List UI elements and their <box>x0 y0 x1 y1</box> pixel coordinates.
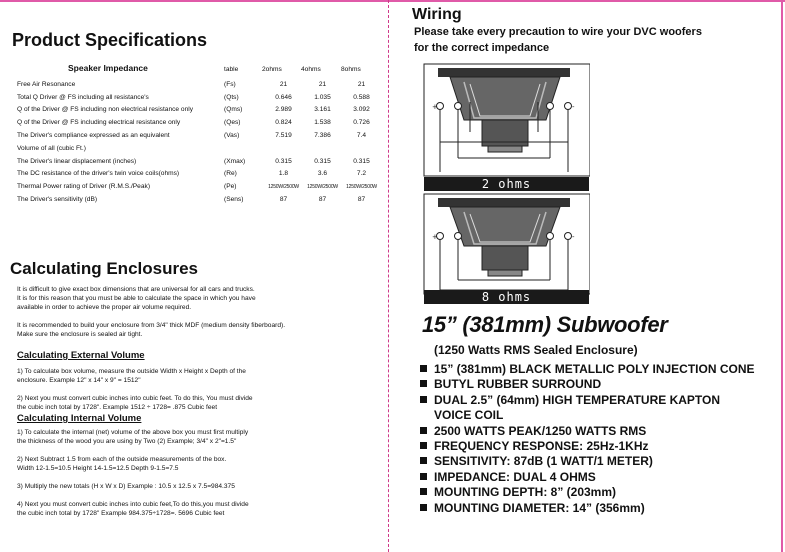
bullet-square-icon <box>420 473 427 480</box>
spec-value: 21 <box>357 80 366 88</box>
spec-value: 87 <box>318 196 327 204</box>
bullet-square-icon <box>420 488 427 495</box>
spec-label: Q of the Driver @ FS including non electrical resistance only <box>17 106 194 114</box>
spec-value: 0.315 <box>275 157 292 165</box>
intro-line: It is recommended to build your enclosure from 3/4" thick MDF (medium density fiberboard). <box>17 322 286 329</box>
svg-text:-: - <box>572 103 575 111</box>
spec-row <box>17 193 381 206</box>
spec-value: 1250W/2500W <box>307 183 338 190</box>
col-header-4ohms: 4ohms <box>301 66 321 73</box>
intro-line: It is difficult to give exact box dimensions that are universal for all cars and trucks. <box>17 286 255 293</box>
spec-value: 87 <box>279 196 288 204</box>
bullet-square-icon <box>420 396 427 403</box>
ohm-label-8ohms: 8 ohms <box>424 290 589 304</box>
svg-text:-: - <box>572 233 575 241</box>
spec-value: 0.646 <box>275 93 292 101</box>
page-border-right <box>781 0 783 552</box>
intro-line <box>17 312 285 321</box>
spec-value: 3.092 <box>353 106 370 114</box>
bullet-square-icon <box>420 365 427 372</box>
spec-symbol: (Xmax) <box>224 157 246 165</box>
internal-step-line: 1) To calculate the internal (net) volume of the above box you must first multiply <box>17 429 249 436</box>
feature-item <box>420 408 755 423</box>
page-border-top <box>0 0 785 2</box>
spec-value: 21 <box>279 80 288 88</box>
ohm-label-2ohms: 2 ohms <box>424 177 589 191</box>
feature-list <box>420 362 755 516</box>
spec-symbol: (Qes) <box>224 119 241 127</box>
internal-step-line: 4) Next you must convert cubic inches into cubic feet,To do this,you must divide <box>17 501 249 508</box>
speaker-impedance-header: Speaker Impedance <box>68 63 148 73</box>
spec-value <box>303 142 342 155</box>
spec-value: 1250W/2500W <box>268 183 299 190</box>
spec-symbol: (Qts) <box>224 93 239 101</box>
wiring-instruction-line2: for the correct impedance <box>414 42 550 54</box>
feature-text: MOUNTING DEPTH: 8” (203mm) <box>434 485 617 500</box>
internal-step-line: the cubic inch total by 1728" Example 984.375÷1728=. 5696 Cubic feet <box>17 510 225 517</box>
spec-value: 1.8 <box>278 170 289 178</box>
feature-text: IMPEDANCE: DUAL 4 OHMS <box>434 469 596 484</box>
feature-text: BUTYL RUBBER SURROUND <box>434 377 602 392</box>
col-header-2ohms: 2ohms <box>262 66 282 73</box>
spec-value <box>342 142 381 155</box>
external-step-line <box>17 385 253 394</box>
spec-value: 1.538 <box>314 119 331 127</box>
spec-value: 2.989 <box>275 106 292 114</box>
calculating-enclosures-title: Calculating Enclosures <box>10 259 198 278</box>
spec-label: Q of the Driver @ FS including electrical resistance only <box>17 119 181 127</box>
intro-line: It is for this reason that you must be able to calculate the space in which you have <box>17 295 256 302</box>
spec-value: 0.824 <box>275 119 292 127</box>
spec-label: Thermal Power rating of Driver (R.M.S./Peak) <box>17 183 151 191</box>
product-specifications-title: Product Specifications <box>12 30 208 50</box>
feature-item <box>420 485 755 500</box>
internal-step-line <box>17 473 249 482</box>
spec-symbol: (Re) <box>224 170 237 178</box>
bullet-square-icon <box>420 442 427 449</box>
feature-item <box>420 362 755 377</box>
wiring-diagram-2ohms <box>420 62 590 178</box>
internal-step-line: the thickness of the wood you are using by Two (2) Example; 3/4" x 2"=1.5" <box>17 438 237 445</box>
internal-step-line <box>17 491 249 500</box>
internal-volume-title: Calculating Internal Volume <box>17 413 142 424</box>
external-volume-steps <box>17 367 253 412</box>
subwoofer-title: 15” (381mm) Subwoofer <box>422 312 668 337</box>
spec-symbol: (Fs) <box>224 80 236 88</box>
feature-item <box>420 377 755 392</box>
spec-value: 7.4 <box>356 132 367 140</box>
bullet-square-icon <box>420 380 427 387</box>
feature-text: 2500 WATTS PEAK/1250 WATTS RMS <box>434 423 647 438</box>
spec-value: 7.386 <box>314 132 331 140</box>
external-step-line: 2) Next you must convert cubic inches into cubic feet. To do this, You must divide <box>17 395 253 402</box>
spec-symbol <box>224 142 264 155</box>
internal-step-line: 3) Multiply the new totals (H x W x D) Example : 10.5 x 12.5 x 7.5=984.375 <box>17 483 235 490</box>
spec-row <box>17 142 381 155</box>
spec-row <box>17 168 381 181</box>
spec-value: 1250W/2500W <box>346 183 377 190</box>
spec-value <box>264 142 303 155</box>
bullet-square-icon <box>420 427 427 434</box>
enclosure-intro <box>17 285 285 339</box>
feature-text: SENSITIVITY: 87dB (1 WATT/1 METER) <box>434 454 653 469</box>
internal-step-line: 2) Next Subtract 1.5 from each of the outside measurements of the box. <box>17 456 227 463</box>
spec-value: 0.315 <box>314 157 331 165</box>
intro-line: available in order to achieve the proper air volume required. <box>17 304 192 311</box>
bullet-square-icon <box>420 504 427 511</box>
spec-value: 1.035 <box>314 93 331 101</box>
spec-label: Volume of all (cubic Ft.) <box>17 144 86 152</box>
feature-item <box>420 393 755 408</box>
spec-value: 0.726 <box>353 119 370 127</box>
spec-symbol: (Qms) <box>224 106 243 114</box>
wiring-title: Wiring <box>412 6 462 23</box>
spec-value: 7.2 <box>356 170 367 178</box>
feature-text: 15” (381mm) BLACK METALLIC POLY INJECTION CONE <box>434 362 755 376</box>
spec-row <box>17 78 381 91</box>
spec-row <box>17 129 381 142</box>
spec-value: 3.161 <box>314 106 331 114</box>
feature-item <box>420 501 755 516</box>
subwoofer-subtitle: (1250 Watts RMS Sealed Enclosure) <box>434 343 638 357</box>
feature-item <box>420 470 755 485</box>
bullet-square-icon <box>420 457 427 464</box>
external-step-line: the cubic inch total by 1728". Example 1512 ÷ 1728= .875 Cubic feet <box>17 404 218 411</box>
speaker-spec-table <box>17 78 381 206</box>
column-divider <box>388 0 390 552</box>
internal-volume-steps <box>17 428 249 518</box>
spec-row <box>17 104 381 117</box>
spec-label: Free Air Resonance <box>17 80 76 88</box>
feature-text: MOUNTING DIAMETER: 14” (356mm) <box>434 500 645 515</box>
col-header-table: table <box>224 66 239 73</box>
svg-text:+: + <box>432 103 438 111</box>
spec-label: The Driver's sensitivity (dB) <box>17 196 98 204</box>
spec-value: 0.315 <box>353 157 370 165</box>
internal-step-line: Width 12-1.5=10.5 Height 14-1.5=12.5 Depth 9-1.5=7.5 <box>17 465 179 472</box>
spec-value: 0.588 <box>353 93 370 101</box>
wiring-diagram-8ohms <box>420 192 590 296</box>
feature-item <box>420 454 755 469</box>
spec-row <box>17 91 381 104</box>
feature-text: FREQUENCY RESPONSE: 25Hz-1KHz <box>434 439 649 454</box>
external-step-line: enclosure. Example 12" x 14" x 9" = 1512" <box>17 377 141 384</box>
internal-step-line <box>17 446 249 455</box>
spec-value: 7.519 <box>275 132 292 140</box>
spec-row <box>17 155 381 168</box>
external-step-line: 1) To calculate box volume, measure the outside Width x Height x Depth of the <box>17 368 246 375</box>
spec-value: 87 <box>357 196 366 204</box>
spec-value: 21 <box>318 80 327 88</box>
spec-label: The DC resistance of the driver's twin voice coils(ohms) <box>17 170 180 178</box>
feature-item <box>420 439 755 454</box>
spec-label: Total Q Driver @ FS including all resistance's <box>17 93 149 101</box>
spec-symbol: (Sens) <box>224 196 244 204</box>
spec-row <box>17 116 381 129</box>
col-header-8ohms: 8ohms <box>341 66 361 73</box>
svg-text:+: + <box>432 233 438 241</box>
spec-value: 3.6 <box>317 170 328 178</box>
external-volume-title: Calculating External Volume <box>17 350 145 361</box>
spec-label: The Driver's linear displacement (inches) <box>17 157 137 165</box>
spec-symbol: (Vas) <box>224 132 240 140</box>
spec-label: The Driver's compliance expressed as an equivalent <box>17 132 170 140</box>
feature-item <box>420 424 755 439</box>
intro-line: Make sure the enclosure is sealed air tight. <box>17 331 143 338</box>
feature-text: DUAL 2.5” (64mm) HIGH TEMPERATURE KAPTON <box>434 392 721 407</box>
wiring-instruction-line1: Please take every precaution to wire your DVC woofers <box>414 26 702 38</box>
spec-row <box>17 180 381 193</box>
feature-text: VOICE COIL <box>434 408 504 423</box>
spec-symbol: (Pe) <box>224 183 237 191</box>
